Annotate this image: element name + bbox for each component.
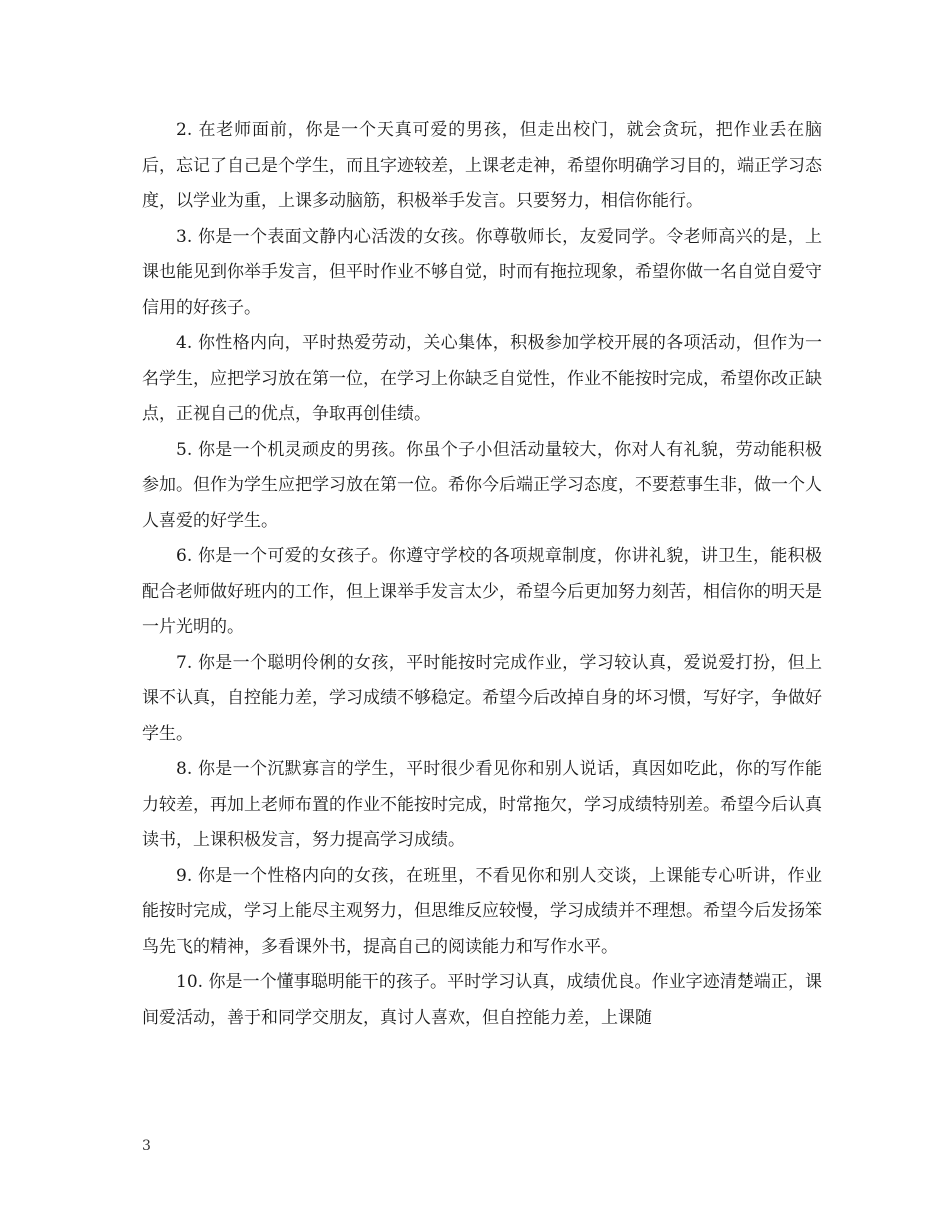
- page-number: 3: [142, 1138, 151, 1154]
- paragraph-4: 4. 你性格内向，平时热爱劳动，关心集体，积极参加学校开展的各项活动，但作为一名学生，应把学习放在第一位，在学习上你缺乏自觉性，作业不能按时完成，希望你改正缺点，正视自己的优点，争取再创佳绩。: [142, 333, 822, 424]
- paragraph-10: 10. 你是一个懂事聪明能干的孩子。平时学习认真，成绩优良。作业字迹清楚端正，课间爱活动，善于和同学交朋友，真讨人喜欢，但自控能力差，上课随: [142, 972, 822, 1028]
- paragraph-3: 3. 你是一个表面文静内心活泼的女孩。你尊敬师长，友爱同学。令老师高兴的是，上课也能见到你举手发言，但平时作业不够自觉，时而有拖拉现象，希望你做一名自觉自爱守信用的好孩子。: [142, 226, 822, 318]
- document-body: [142, 113, 822, 1036]
- paragraph-6: 6. 你是一个可爱的女孩子。你遵守学校的各项规章制度，你讲礼貌，讲卫生，能积极配合老师做好班内的工作，但上课举手发言太少，希望今后更加努力刻苦，相信你的明天是一片光明的。: [142, 546, 822, 637]
- paragraph-5: 5. 你是一个机灵顽皮的男孩。你虽个子小但活动量较大，你对人有礼貌，劳动能积极参加。但作为学生应把学习放在第一位。希你今后端正学习态度，不要惹事生非，做一个人人喜爱的好学生。: [142, 439, 822, 531]
- paragraph-2: 2. 在老师面前，你是一个天真可爱的男孩，但走出校门，就会贪玩，把作业丢在脑后，忘记了自己是个学生，而且字迹较差，上课老走神，希望你明确学习目的，端正学习态度，以学业为重，上课多动脑筋，积极举手发言。只要努力，相信你能行。: [142, 120, 822, 211]
- paragraph-7: 7. 你是一个聪明伶俐的女孩，平时能按时完成作业，学习较认真，爱说爱打扮，但上课不认真，自控能力差，学习成绩不够稳定。希望今后改掉自身的坏习惯，写好字，争做好学生。: [142, 652, 822, 744]
- paragraph-8: 8. 你是一个沉默寡言的学生，平时很少看见你和别人说话，真因如吃此，你的写作能力较差，再加上老师布置的作业不能按时完成，时常拖欠，学习成绩特别差。希望今后认真读书，上课积极发言，努力提高学习成绩。: [142, 759, 822, 850]
- paragraph-9: 9. 你是一个性格内向的女孩，在班里，不看见你和别人交谈，上课能专心听讲，作业能按时完成，学习上能尽主观努力，但思维反应较慢，学习成绩并不理想。希望今后发扬笨鸟先飞的精神，多看课外书，提高自己的阅读能力和写作水平。: [142, 865, 822, 957]
